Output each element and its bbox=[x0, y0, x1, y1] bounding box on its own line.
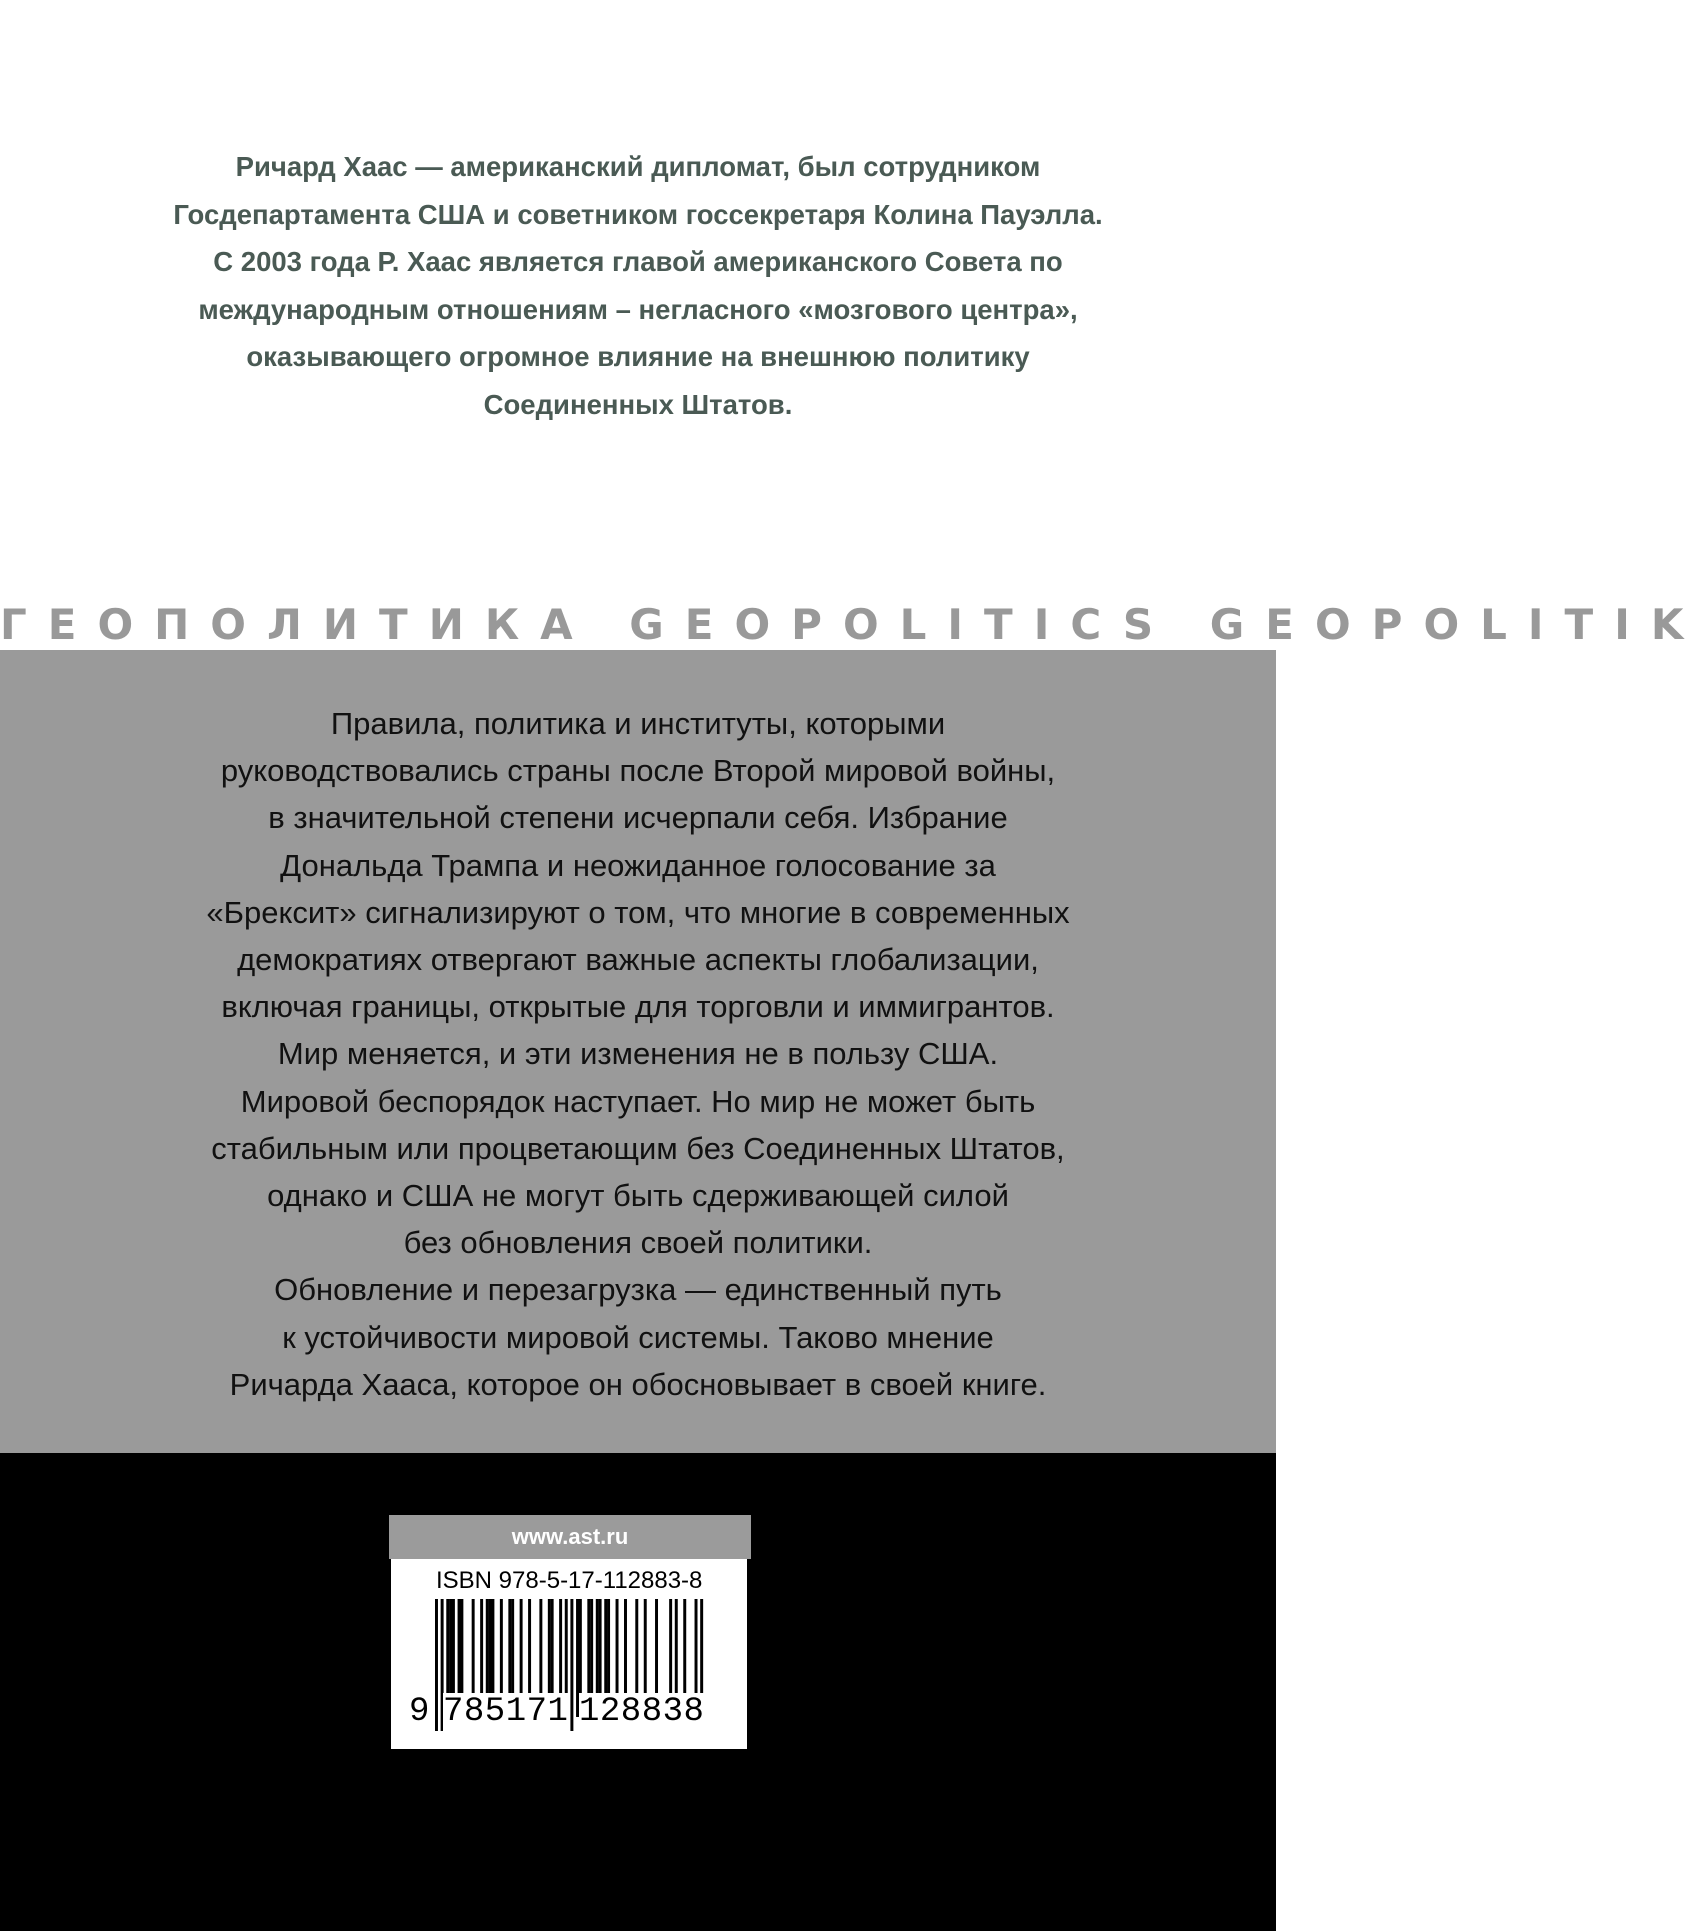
blurb-line: Обновление и перезагрузка — единственный путь bbox=[274, 1272, 1002, 1308]
blurb-line: в значительной степени исчерпали себя. Избрание bbox=[268, 800, 1008, 836]
ean-right-digits: 128838 bbox=[579, 1693, 705, 1731]
blurb-line: демократиях отвергают важные аспекты глобализации, bbox=[237, 942, 1039, 978]
blurb-line: стабильным или процветающим без Соединенных Штатов, bbox=[211, 1130, 1065, 1166]
barcode-bar bbox=[435, 1599, 438, 1731]
barcode-block bbox=[389, 1515, 751, 1749]
author-bio-line: Соединенных Штатов. bbox=[483, 388, 793, 420]
book-blurb bbox=[60, 700, 1216, 1408]
blurb-line: Мировой беспорядок наступает. Но мир не может быть bbox=[240, 1083, 1036, 1119]
ean-first-digit: 9 bbox=[409, 1693, 430, 1731]
blurb-panel bbox=[0, 650, 1276, 1453]
barcode-label bbox=[391, 1559, 747, 1749]
author-bio-line: Госдепартамента США и советником госсекретаря Колина Пауэлла. bbox=[173, 198, 1103, 230]
blurb-line: руководствовались страны после Второй мировой войны, bbox=[220, 753, 1056, 789]
author-bio-line: оказывающего огромное влияние на внешнюю политику bbox=[246, 341, 1030, 372]
blurb-line: однако и США не могут быть сдерживающей силой bbox=[267, 1178, 1009, 1214]
author-bio-line: международным отношениям – негласного «мозгового центра», bbox=[198, 293, 1078, 325]
blurb-line: включая границы, открытые для торговли и иммигрантов. bbox=[221, 989, 1055, 1025]
blurb-line: Правила, политика и институты, которыми bbox=[330, 706, 946, 741]
blurb-line: «Брексит» сигнализируют о том, что многие в современных bbox=[206, 894, 1070, 930]
isbn-number: ISBN 978-5-17-112883-8 bbox=[436, 1567, 703, 1594]
blurb-line: Ричарда Хааса, которое он обосновывает в своей книге. bbox=[229, 1366, 1047, 1402]
series-band: ГЕОПОЛИТИКА GEOPOLITICS GEOPOLITIK bbox=[0, 600, 1704, 649]
author-bio bbox=[90, 143, 1186, 428]
footer-panel bbox=[0, 1453, 1276, 1931]
blurb-line: к устойчивости мировой системы. Таково мнение bbox=[282, 1319, 994, 1355]
blurb-line: Мир меняется, и эти изменения не в пользу США. bbox=[277, 1036, 999, 1072]
author-bio-line: С 2003 года Р. Хаас является главой американского Совета по bbox=[213, 246, 1063, 277]
author-bio-line: Ричард Хаас — американский дипломат, был сотрудником bbox=[235, 151, 1041, 182]
publisher-url: www.ast.ru bbox=[389, 1515, 751, 1559]
blurb-line: Дональда Трампа и неожиданное голосование за bbox=[280, 847, 996, 883]
blurb-line: без обновления своей политики. bbox=[403, 1225, 873, 1261]
ean-left-digits: 785171 bbox=[443, 1693, 569, 1731]
barcode-bar bbox=[570, 1599, 573, 1731]
